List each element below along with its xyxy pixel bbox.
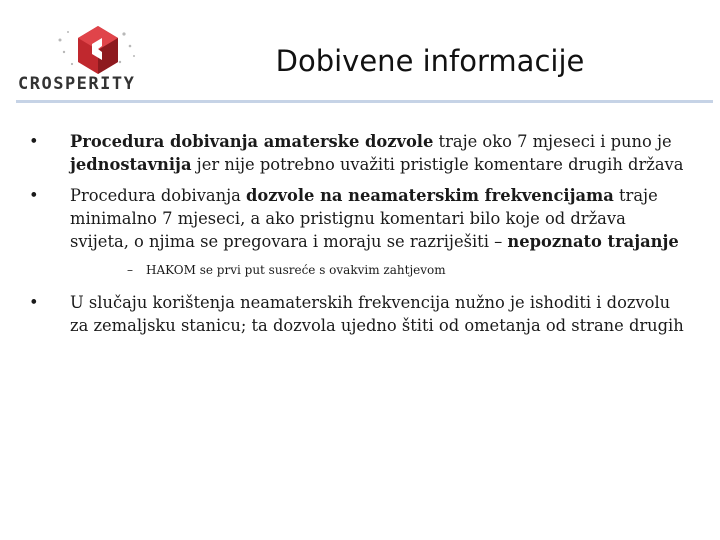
bullet-text: Procedura dobivanja — [70, 186, 247, 205]
bullet-item — [24, 130, 684, 176]
bullet-text: traje oko 7 mjeseci i puno je — [433, 132, 672, 151]
bullet-item — [24, 184, 684, 253]
bold-text: nepoznato trajanje — [507, 232, 679, 251]
crosperity-logo-icon — [54, 22, 144, 77]
sub-bullet-item — [24, 261, 684, 279]
logo-wordmark: CROSPERITY — [18, 74, 136, 94]
sub-bullet-marker: – — [127, 263, 133, 277]
bullet-text: jer nije potrebno uvažiti pristigle komentare drugih država — [191, 155, 684, 174]
bold-text: dozvole na neamaterskim frekvencijama — [246, 186, 614, 205]
bullet-list — [24, 130, 684, 345]
bullet-marker: • — [29, 132, 39, 151]
bullet-item — [24, 291, 684, 337]
bullet-marker: • — [29, 293, 39, 312]
crosperity-logo — [14, 22, 174, 100]
sub-bullet-text: HAKOM se prvi put susreće s ovakvim zahtjevom — [146, 263, 446, 277]
bullet-text: traje minimalno 7 mjeseci, a ako pristignu komentari bilo koje od država svijeta, o njima se pregovara i moraju se razriješiti – — [70, 186, 658, 251]
bold-text: jednostavnija — [70, 155, 192, 174]
page-title: Dobivene informacije — [275, 44, 585, 78]
bullet-marker: • — [29, 186, 39, 205]
title-divider — [16, 100, 713, 103]
bullet-text: U slučaju korištenja neamaterskih frekvencija nužno je ishoditi i dozvolu za zemaljsku stanicu; ta dozvola ujedno štiti od ometanja od strane drugih — [70, 293, 684, 335]
bold-text: Procedura dobivanja amaterske dozvole — [70, 132, 434, 151]
